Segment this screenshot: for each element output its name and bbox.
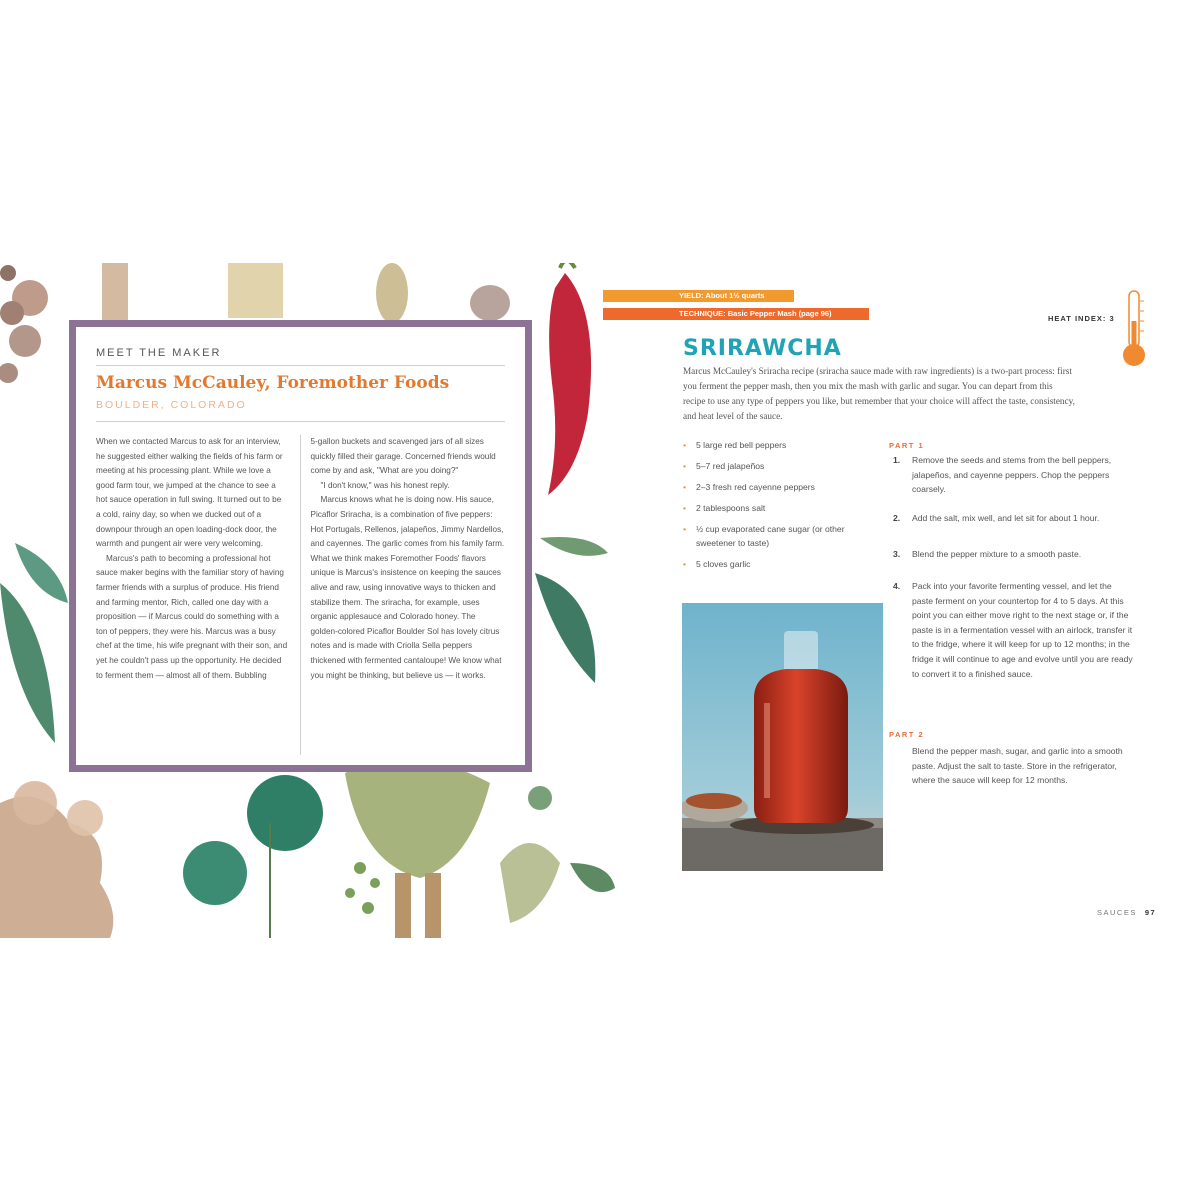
maker-location: BOULDER, COLORADO [96,399,247,411]
list-item: • 2–3 fresh red cayenne peppers [683,481,883,495]
book-spread [0,263,1200,938]
paragraph: 5-gallon buckets and scavenged jars of all sizes quickly filled their garage. Concerned friends would come by and ask, "What are you doing?" [310,437,496,476]
yield-value: About 1½ quarts [705,291,765,300]
part-2-text: Blend the pepper mash, sugar, and garlic into a smooth paste. Adjust the salt to taste. Store in the refrigerator, where the sauce will keep for 12 months. [912,746,1123,786]
part-1-label: PART 1 [889,441,925,450]
part-1-steps [893,453,1133,695]
technique-label: TECHNIQUE: [679,309,726,318]
list-item: • ½ cup evaporated cane sugar (or other sweetener to taste) [683,524,845,548]
thermometer-icon [1120,289,1148,369]
step-item: 3. Blend the pepper mixture to a smooth paste. [893,549,1082,560]
recipe-title: SRIRAWCHA [683,336,842,361]
meet-the-maker-box [69,320,532,772]
list-item: • 2 tablespoons salt [683,502,883,516]
maker-text-right-column [301,435,506,755]
maker-text-left-column [96,435,301,755]
maker-name: Marcus McCauley, Foremother Foods [96,373,450,393]
paragraph: Marcus's path to becoming a professional hot sauce maker begins with the familiar story of having farmer friends with a surplus of produce. His friend and farming mentor, Rich, called one day with a proposition — if Marcus could do something with a ton of peppers, they were his. Marcus was a busy chef at the time, his wife pregnant with their son, and yet he couldn't pass up the opportunity. He decided to ferment them — almost all of them. Bubbling [96,553,288,680]
sriracha-bottle-photo [682,603,883,871]
paragraph: When we contacted Marcus to ask for an interview, he suggested either walking the fields of his farm or meeting at his processing plant. While we love a good farm tour, we jumped at the chance to see a hot sauce operation in full swing. It turned out to be a cold, rainy day, so when we ducked out of a downpour through an open loading-dock door, the warmth and pungent air were very welcoming. [96,437,283,549]
recipe-intro: Marcus McCauley's Sriracha recipe (sriracha sauce made with raw ingredients) is a two-part process: first you ferment the pepper mash, then you mix the mash with garlic and sugar. You can depart from this recipe to use any type of peppers you like, but remember that your choice will affect the taste, consistency, and heat level of the sauce. [683,366,1075,421]
list-item: • 5–7 red jalapeños [683,460,883,474]
bullet-icon: • [683,503,687,513]
bullet-icon: • [683,524,687,534]
list-item: • 5 cloves garlic [683,558,883,572]
technique-band [603,308,869,320]
page-number: 97 [1144,908,1157,917]
page-footer [1097,908,1156,917]
step-item: 4. Pack into your favorite fermenting vessel, and let the paste ferment on your countertop for 4 to 5 days. At this point you can either move right to the next stage or, if the paste is in a fermentation vessel with an airlock, transfer it to the fridge, where it will keep for up to 12 months; in the fridge it will continue to age and evolve until you are ready to convert it to a finished sauce. [893,580,1133,679]
heat-index-label: HEAT INDEX: 3 [1048,314,1115,323]
divider [96,365,505,366]
yield-label: YIELD: [679,291,704,300]
section-name: SAUCES [1097,908,1137,917]
divider [96,421,505,422]
bullet-icon: • [683,461,687,471]
paragraph: Marcus knows what he is doing now. His sauce, Picaflor Sriracha, is a combination of five peppers: Hot Portugals, Rellenos, jalapeños, Jimmy Nardellos, and cayennes. The garlic comes from his family farm. What we think makes Foremother Foods' flavors unique is Marcus's insistence on keeping the sauces alive and raw, using innovative ways to thicken and stabilize them. The sriracha, for example, uses organic applesauce and Colorado honey. The golden-colored Picaflor Boulder Sol has lovely citrus notes and is made with Criolla Sella peppers thickened with fermented cantaloupe! We know what you might be thinking, but believe us — it works. [310,495,505,680]
ingredient-list [683,439,883,579]
meet-the-maker-label: MEET THE MAKER [96,347,222,359]
bullet-icon: • [683,558,687,569]
part-2-label: PART 2 [889,730,925,739]
technique-value: Basic Pepper Mash (page 96) [727,309,832,318]
paragraph: "I don't know," was his honest reply. [320,480,450,490]
bullet-icon: • [683,482,687,492]
yield-band [603,290,794,302]
step-item: 2. Add the salt, mix well, and let sit for about 1 hour. [893,512,1100,523]
bullet-icon: • [683,440,687,450]
step-item: 1. Remove the seeds and stems from the bell peppers, jalapeños, and cayenne peppers. Chop the peppers coarsely. [893,455,1112,495]
list-item: • 5 large red bell peppers [683,439,883,453]
